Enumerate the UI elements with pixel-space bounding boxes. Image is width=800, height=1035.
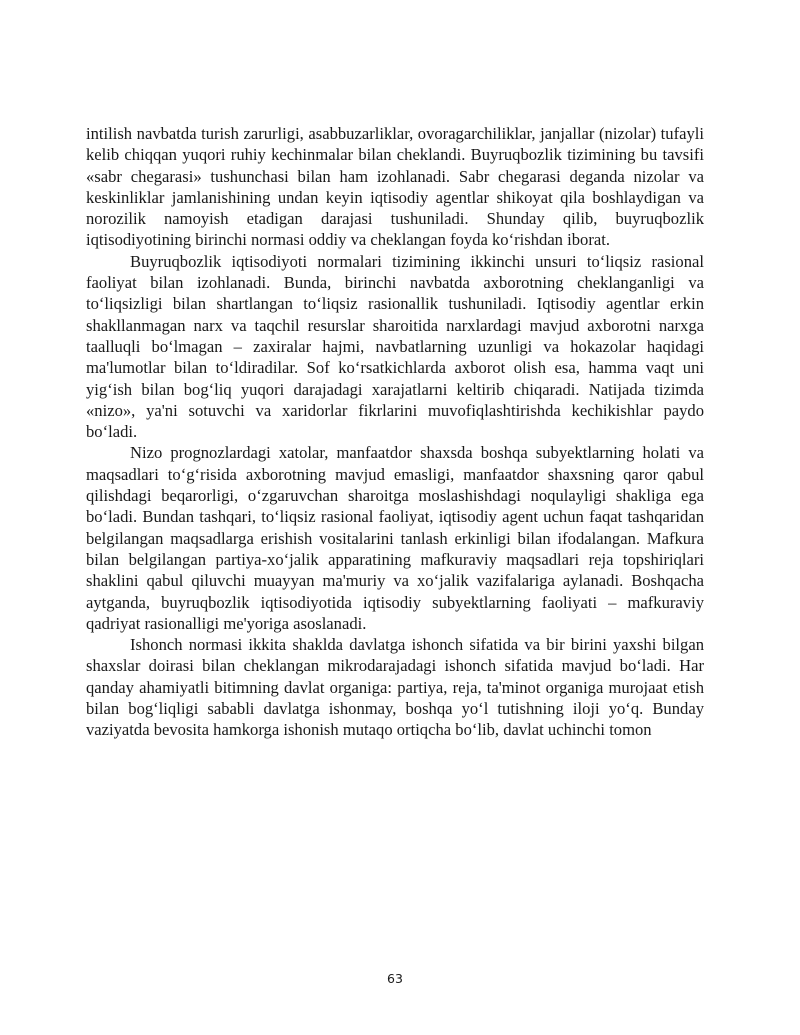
paragraph: Nizo prognozlardagi xatolar, manfaatdor shaxsda boshqa subyektlarning holati va maqsadlari toʻgʻrisida axborotning mavjud emasligi, manfaatdor shaxsning qaror qabul qilishdagi beqarorligi, oʻzgaruvchan sharoitga moslashishdagi noqulayligi shakliga ega boʻladi. Bundan tashqari, toʻliqsiz rasional faoliyat, iqtisodiy agent uchun faqat tashqaridan belgilangan maqsadlarga erishish vositalarini tanlash erkinligi bilan ifodalangan. Mafkura bilan belgilangan partiya-xoʻjalik apparatining mafkuraviy maqsadlari reja topshiriqlari shaklini qabul qiluvchi muayyan ma'muriy va xoʻjalik vazifalariga aylanadi. Boshqacha aytganda, buyruqbozlik iqtisodiyotida iqtisodiy subyektlarning faoliyati – mafkuraviy qadriyat rasionalligi me'yoriga asoslanadi.	[86, 443, 704, 633]
paragraph: Buyruqbozlik iqtisodiyoti normalari tizimining ikkinchi unsuri toʻliqsiz rasional faoliyat bilan izohlanadi. Bunda, birinchi navbatda axborotning cheklanganligi va toʻliqsizligi bilan shartlangan toʻliqsiz rasionallik tushuniladi. Iqtisodiy agentlar erkin shakllanmagan narx va taqchil resurslar sharoitida narxlardagi mavjud axborotni narxga taalluqli boʻlmagan – zaxiralar hajmi, navbatlarning uzunligi va hokazolar haqidagi ma'lumotlar bilan toʻldiradilar. Sof koʻrsatkichlarda axborot olish esa, hamma vaqt uni yigʻish bilan bogʻliq yuqori darajadagi xarajatlarni keltirib chiqaradi. Natijada tizimda «nizo», ya'ni sotuvchi va xaridorlar fikrlarini muvofiqlashtirishda kechikishlar paydo boʻladi.	[86, 251, 704, 442]
paragraph-continuation: intilish navbatda turish zarurligi, asabbuzarliklar, ovoragarchiliklar, janjallar (nizolar) tufayli kelib chiqqan yuqori ruhiy kechinmalar bilan cheklandi. Buyruqbozlik tizimining bu tavsifi «sabr chegarasi» tushunchasi bilan ham izohlanadi. Sabr chegarasi deganda nizolar va keskinliklar jamlanishining undan keyin iqtisodiy agentlar shikoyat qila boshlaydigan va norozilik namoyish etadigan darajasi tushuniladi. Shunday qilib, buyruqbozlik iqtisodiyotining birinchi normasi oddiy va cheklangan foyda koʻrishdan iborat.	[86, 124, 704, 250]
page-number: 63	[387, 971, 403, 986]
paragraph: Ishonch normasi ikkita shaklda davlatga ishonch sifatida va bir birini yaxshi bilgan shaxslar doirasi bilan cheklangan mikrodarajadagi ishonch sifatida mavjud boʻladi. Har qanday ahamiyatli bitimning davlat organiga: partiya, reja, ta'minot organiga murojaat etish bilan bogʻliqligi sababli davlatga ishonmay, boshqa yoʻl tutishning iloji yoʻq. Bunday vaziyatda bevosita hamkorga ishonish mutaqo ortiqcha boʻlib, davlat uchinchi tomon	[86, 635, 704, 740]
body-text	[86, 123, 704, 741]
